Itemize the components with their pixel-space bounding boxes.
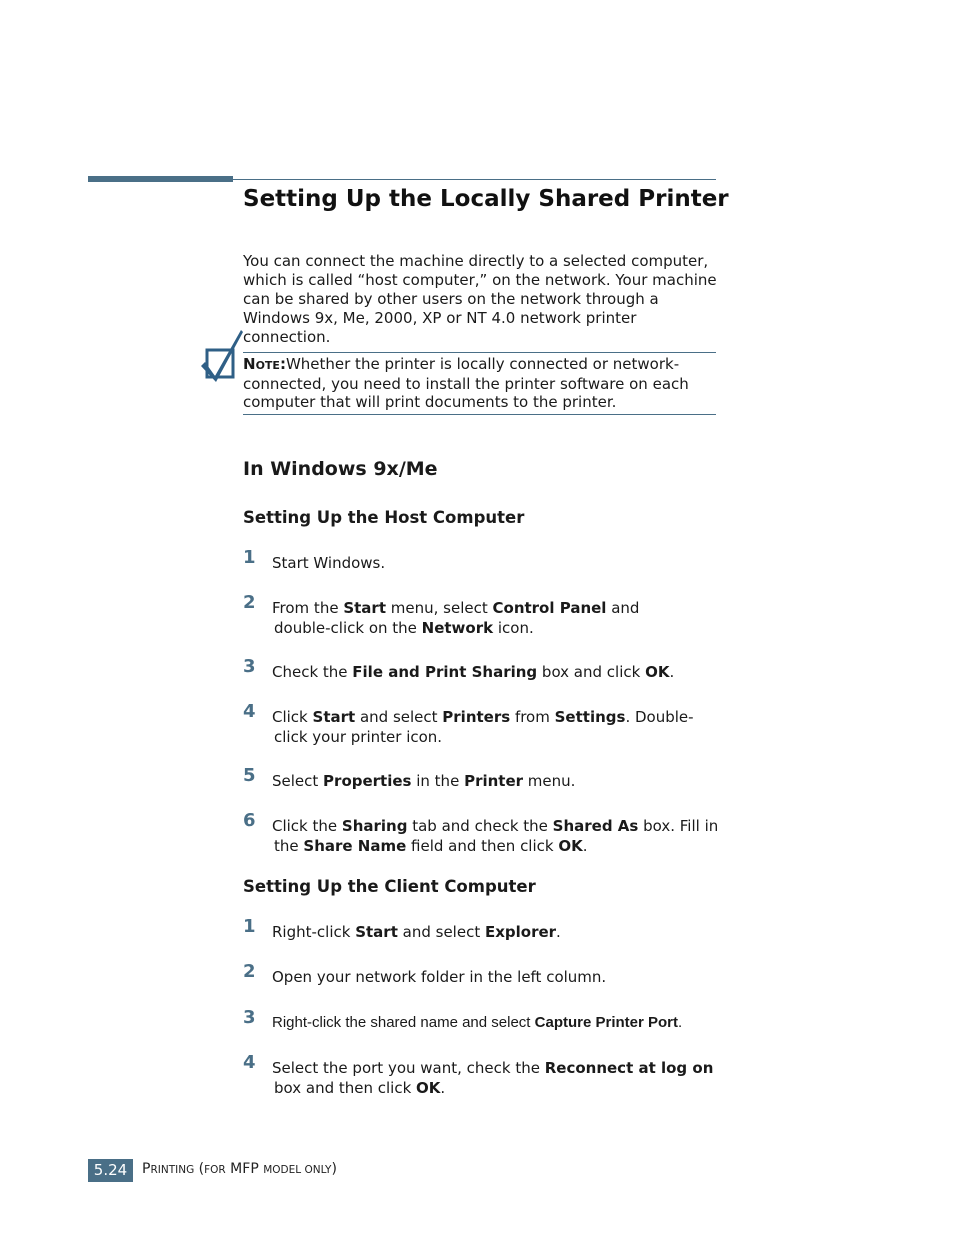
running-footer: PRINTING (FOR MFP MODEL ONLY): [142, 1161, 337, 1177]
client-step-1: 1 Right-click Start and select Explorer.: [243, 916, 561, 941]
client-subheading: Setting Up the Client Computer: [243, 877, 536, 896]
client-step-3: 3 Right-click the shared name and select Capture Printer Port.: [243, 1007, 683, 1031]
step-number: 1: [243, 916, 256, 937]
host-step-1: 1 Start Windows.: [243, 547, 386, 572]
note-text: Whether the printer is locally connected or network-connected, you need to install the printer software on each computer that will print documents to the printer.: [243, 355, 689, 411]
step-number: 4: [243, 701, 256, 722]
step-number: 1: [243, 547, 256, 568]
section-heading: In Windows 9x/Me: [243, 458, 438, 480]
note-top-rule: [243, 352, 716, 353]
checkmark-note-icon: [199, 326, 244, 384]
page-number: 5.24: [88, 1159, 133, 1182]
step-number: 3: [243, 1007, 256, 1028]
host-step-4: 4 Click Start and select Printers from Settings. Double- click your printer icon.: [243, 701, 694, 746]
header-accent-bar: [88, 176, 233, 182]
page-title: Setting Up the Locally Shared Printer: [243, 186, 729, 212]
host-step-6: 6 Click the Sharing tab and check the Shared As box. Fill in the Share Name field and then click OK.: [243, 810, 719, 855]
host-subheading: Setting Up the Host Computer: [243, 508, 525, 527]
step-number: 2: [243, 961, 256, 982]
step-number: 2: [243, 592, 256, 613]
intro-paragraph: You can connect the machine directly to a selected computer, which is called “host computer,” on the network. Your machine can be shared by other users on the network through a Windows 9x, Me, 2000, XP or NT 4.0 network printer connection.: [243, 252, 717, 346]
client-step-4: 4 Select the port you want, check the Reconnect at log on box and then click OK.: [243, 1052, 714, 1097]
step-number: 4: [243, 1052, 256, 1073]
host-step-2: 2 From the Start menu, select Control Panel and double-click on the Network icon.: [243, 592, 640, 637]
note-bottom-rule: [243, 414, 716, 415]
step-number: 5: [243, 765, 256, 786]
header-rule: [233, 179, 716, 180]
step-number: 6: [243, 810, 256, 831]
step-number: 3: [243, 656, 256, 677]
note-block: [243, 355, 715, 411]
host-step-3: 3 Check the File and Print Sharing box and click OK.: [243, 656, 675, 681]
host-step-5: 5 Select Properties in the Printer menu.: [243, 765, 576, 790]
client-step-2: 2 Open your network folder in the left column.: [243, 961, 607, 986]
note-label: NOTE:: [243, 355, 286, 373]
